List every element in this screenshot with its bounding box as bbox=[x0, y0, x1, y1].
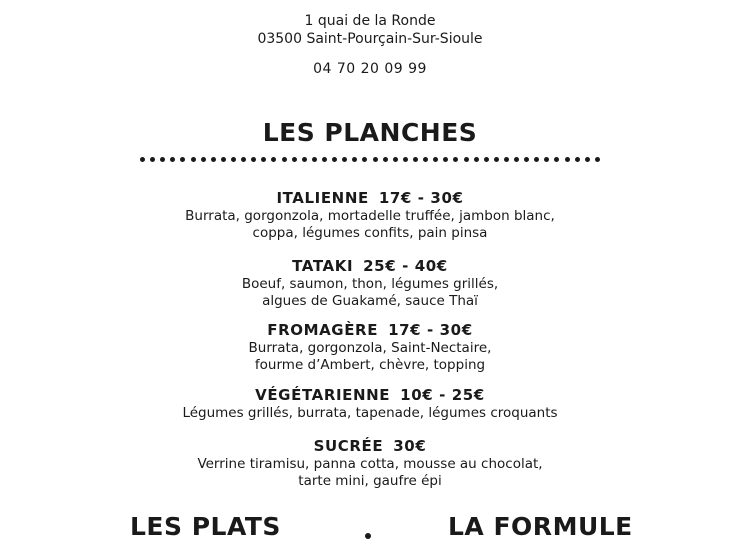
divider-dot bbox=[282, 157, 287, 162]
dotted-divider bbox=[140, 153, 600, 165]
divider-dot bbox=[140, 157, 145, 162]
divider-dot bbox=[494, 157, 499, 162]
menu-item-tataki bbox=[0, 256, 740, 310]
divider-dot bbox=[231, 157, 236, 162]
separator-dot bbox=[365, 533, 371, 539]
divider-dot bbox=[221, 157, 226, 162]
address-line-1: 1 quai de la Ronde bbox=[304, 13, 436, 29]
divider-dot bbox=[292, 157, 297, 162]
divider-dot bbox=[423, 157, 428, 162]
item-price: 30€ bbox=[393, 437, 427, 455]
item-name: VÉGÉTARIENNE bbox=[255, 386, 391, 404]
item-description-line: Boeuf, saumon, thon, légumes grillés, bbox=[241, 276, 499, 292]
item-heading bbox=[0, 320, 740, 340]
divider-dot bbox=[453, 157, 458, 162]
divider-dot bbox=[271, 157, 276, 162]
divider-dot bbox=[261, 157, 266, 162]
divider-dot bbox=[180, 157, 185, 162]
item-price: 25€ - 40€ bbox=[363, 257, 448, 275]
item-price: 10€ - 25€ bbox=[400, 386, 485, 404]
item-name: SUCRÉE bbox=[313, 437, 384, 455]
divider-dot bbox=[302, 157, 307, 162]
divider-dot bbox=[312, 157, 317, 162]
menu-item-italienne bbox=[0, 188, 740, 242]
divider-dot bbox=[403, 157, 408, 162]
divider-dot bbox=[585, 157, 590, 162]
item-description-line: Burrata, gorgonzola, Saint-Nectaire, bbox=[248, 340, 492, 356]
section-title-plats: LES PLATS bbox=[130, 512, 281, 541]
item-description-line: Verrine tiramisu, panna cotta, mousse au chocolat, bbox=[197, 456, 543, 472]
item-name: ITALIENNE bbox=[276, 189, 369, 207]
divider-dot bbox=[484, 157, 489, 162]
item-description-line: coppa, légumes confits, pain pinsa bbox=[252, 225, 488, 241]
menu-item-sucree bbox=[0, 436, 740, 490]
divider-dot bbox=[332, 157, 337, 162]
divider-dot bbox=[201, 157, 206, 162]
divider-dot bbox=[534, 157, 539, 162]
divider-dot bbox=[251, 157, 256, 162]
item-heading bbox=[0, 256, 740, 276]
divider-dot bbox=[413, 157, 418, 162]
address-line-2: 03500 Saint-Pourçain-Sur-Sioule bbox=[257, 31, 483, 47]
divider-dot bbox=[211, 157, 216, 162]
item-description-line: Burrata, gorgonzola, mortadelle truffée, jambon blanc, bbox=[185, 208, 555, 224]
section-title-formule: LA FORMULE bbox=[448, 512, 633, 541]
divider-dot bbox=[342, 157, 347, 162]
item-description-line: tarte mini, gaufre épi bbox=[298, 473, 442, 489]
divider-dot bbox=[383, 157, 388, 162]
divider-dot bbox=[241, 157, 246, 162]
item-name: TATAKI bbox=[292, 257, 354, 275]
divider-dot bbox=[170, 157, 175, 162]
divider-dot bbox=[373, 157, 378, 162]
divider-dot bbox=[464, 157, 469, 162]
item-price: 17€ - 30€ bbox=[378, 189, 464, 207]
divider-dot bbox=[443, 157, 448, 162]
item-heading bbox=[0, 385, 740, 405]
divider-dot bbox=[595, 157, 600, 162]
divider-dot bbox=[362, 157, 367, 162]
divider-dot bbox=[322, 157, 327, 162]
divider-dot bbox=[504, 157, 509, 162]
divider-dot bbox=[554, 157, 559, 162]
item-description-line: Légumes grillés, burrata, tapenade, légumes croquants bbox=[182, 405, 558, 421]
divider-dot bbox=[150, 157, 155, 162]
item-price: 17€ - 30€ bbox=[388, 321, 473, 339]
section-title-planches: LES PLANCHES bbox=[262, 118, 478, 147]
divider-dot bbox=[433, 157, 438, 162]
divider-dot bbox=[474, 157, 479, 162]
divider-dot bbox=[575, 157, 580, 162]
divider-dot bbox=[544, 157, 549, 162]
menu-item-vegetarienne bbox=[0, 385, 740, 422]
item-heading bbox=[0, 188, 740, 208]
divider-dot bbox=[393, 157, 398, 162]
divider-dot bbox=[565, 157, 570, 162]
item-description-line: algues de Guakamé, sauce Thaï bbox=[262, 293, 478, 309]
divider-dot bbox=[191, 157, 196, 162]
item-name: FROMAGÈRE bbox=[267, 321, 379, 339]
divider-dot bbox=[514, 157, 519, 162]
menu-item-fromagere bbox=[0, 320, 740, 374]
item-description-line: fourme d’Ambert, chèvre, topping bbox=[254, 357, 486, 373]
item-heading bbox=[0, 436, 740, 456]
divider-dot bbox=[524, 157, 529, 162]
divider-dot bbox=[352, 157, 357, 162]
phone-number: 04 70 20 09 99 bbox=[313, 61, 427, 77]
divider-dot bbox=[160, 157, 165, 162]
